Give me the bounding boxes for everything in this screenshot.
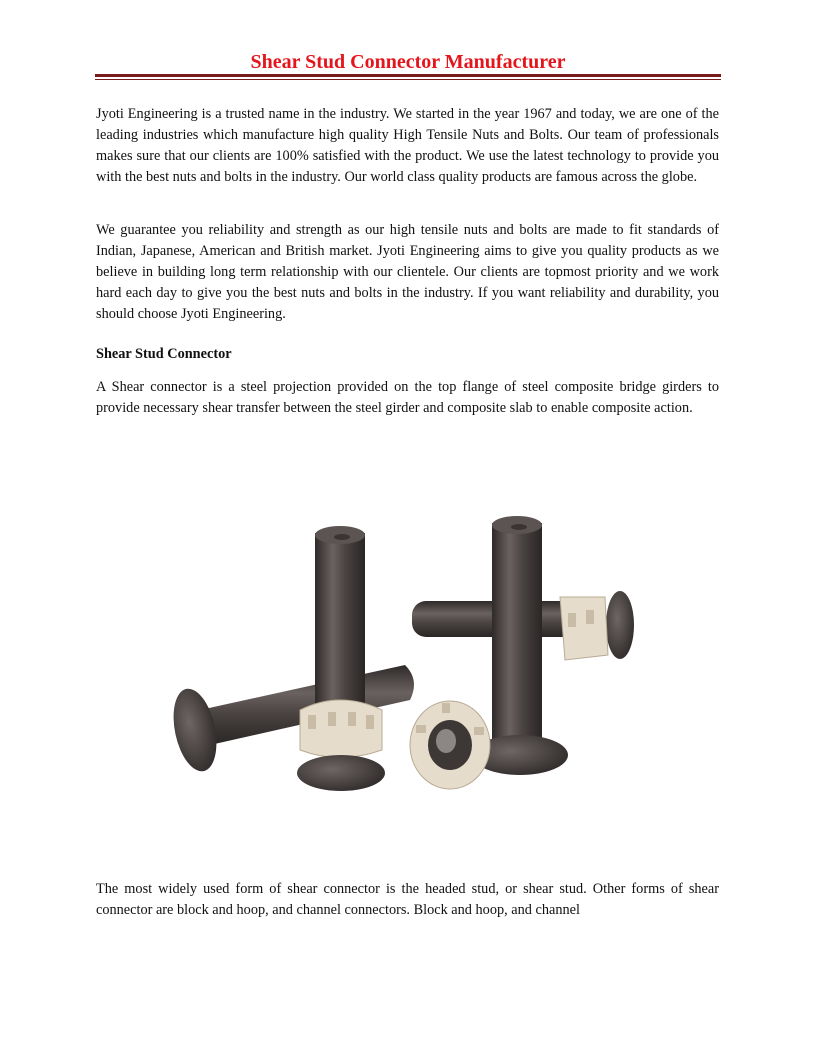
closing-paragraph: The most widely used form of shear connector is the headed stud, or shear stud. Other forms of shear connector are block and hoop, and channel connectors. Block and hoop, and channel	[96, 881, 719, 918]
section-heading: Shear Stud Connector	[96, 346, 232, 362]
page-title: Shear Stud Connector Manufacturer	[250, 51, 566, 73]
guarantee-paragraph: We guarantee you reliability and strength as our high tensile nuts and bolts are made to fit standards of Indian, Japanese, American and British market. Jyoti Engineering aims to give you quality products as we believe in building long term relationship with our clientele. Our clients are topmost priority and we work hard each day to give you the best nuts and bolts in the industry. If you want reliability and durability, you should choose Jyoti Engineering.	[96, 222, 719, 322]
title-divider	[95, 74, 721, 77]
intro-paragraph: Jyoti Engineering is a trusted name in the industry. We started in the year 1967 and today, we are one of the leading industries which manufacture high quality High Tensile Nuts and Bolts. Our team of professionals makes sure that our clients are 100% satisfied with the product. We use the latest technology to provide you with the best nuts and bolts in the industry. Our world class quality products are famous across the globe.	[96, 106, 719, 185]
section-paragraph: A Shear connector is a steel projection provided on the top flange of steel composite bridge girders to provide necessary shear transfer between the steel girder and composite slab to enable composite action.	[96, 379, 719, 416]
title-divider-thin	[95, 79, 721, 80]
shear-stud-photo	[150, 505, 660, 835]
